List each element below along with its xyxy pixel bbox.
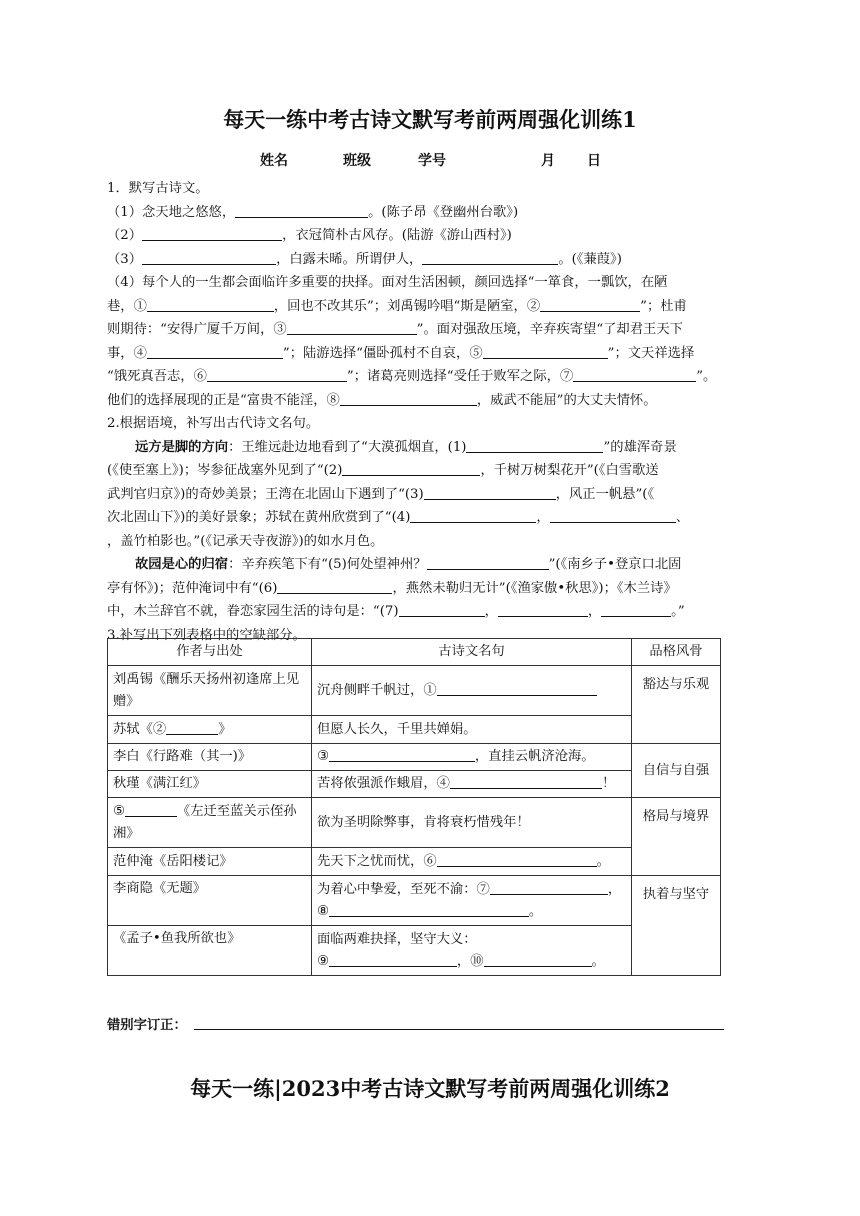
answer-blank[interactable] [329,746,475,762]
fill-in-table [107,638,721,976]
answer-blank[interactable] [342,460,480,476]
table-row [108,926,721,976]
answer-blank[interactable] [329,901,529,917]
table-cell: ⑤ 《左迁至蓝关示侄孙湘》 [108,798,312,848]
answer-blank[interactable] [424,484,556,500]
answer-blank[interactable] [601,601,671,617]
table-row [108,876,721,926]
answer-blank[interactable] [540,296,640,312]
answer-blank[interactable] [399,601,485,617]
answer-blank[interactable] [287,319,417,335]
question-1-1: （1）念天地之悠悠， 。(陈子昂《登幽州台歌》) [107,201,757,225]
table-row [108,666,721,716]
answer-blank[interactable] [466,437,603,453]
answer-blank[interactable] [483,343,608,359]
question-1-4-text: （4）每个人的一生都会面临许多重要的抉择。面对生活困顿，颜回选择“一箪食，一瓢饮，在陋 [107,275,668,290]
table-row [108,744,721,771]
trait-cell: 豁达与乐观 [632,666,721,744]
paragraph-1-line: 远方是脚的方向：王维远赴边地看到了“大漠孤烟直，(1) ”的雄浑奇景 [107,436,757,460]
table-cell: 面临两难抉择，坚守大义： ⑨ ，⑩ 。 [312,926,632,976]
day-label: 日 [587,153,601,169]
answer-blank[interactable] [422,249,558,265]
paragraph-1-line: ，盖竹柏影也。”(《记承天寺夜游》)的如水月色。 [107,533,384,549]
paragraph-2-line: 故园是心的归宿：辛弃疾笔下有“(5)何处望神州？ ”(《南乡子•登京口北固 [107,553,757,577]
table-cell: 苏轼《② 》 [108,716,312,744]
table-cell: ③ ，直挂云帆济沧海。 [312,744,632,771]
table-cell: 欲为圣明除弊事，肯将衰朽惜残年！ [312,798,632,848]
table-cell: 先天下之忧而忧，⑥ 。 [312,848,632,876]
question-1-4-line: 他们的选择展现的正是“富贵不能淫，⑧ ，威武不能屈”的大丈夫情怀。 [107,389,757,413]
answer-blank[interactable] [147,343,283,359]
table-cell: 秋瑾《满江红》 [108,771,312,798]
answer-blank[interactable] [410,507,536,523]
answer-blank[interactable] [277,578,392,594]
answer-blank[interactable] [427,554,549,570]
paragraph-2-line: 亭有怀》)；范仲淹词中有“(6) ，燕然未勒归无计”(《渔家傲•秋思》)；《木兰诗》 [107,577,757,601]
table-cell: 《孟子•鱼我所欲也》 [108,926,312,976]
answer-blank[interactable] [573,366,696,382]
table-header-row [108,639,721,666]
section-1 [107,177,757,647]
question-1-4-line: “饿死真吾志，⑥ ”；诸葛亮则选择“受任于败军之际，⑦ ”。 [107,365,757,389]
trait-cell: 执着与坚守 [632,876,721,976]
table-cell: 范仲淹《岳阳楼记》 [108,848,312,876]
table-cell: 李白《行路难（其一)》 [108,744,312,771]
table-cell: 沉舟侧畔千帆过，① [312,666,632,716]
student-id-label: 学号 [418,153,446,169]
question-1-2: （2） ，衣冠简朴古风存。(陆游《游山西村》) [107,224,757,248]
table-cell: 但愿人长久，千里共婵娟。 [312,716,632,744]
table-cell: 李商隐《无题》 [108,876,312,926]
paragraph-2-line: 中，木兰辞官不就，眷恋家园生活的诗句是：“(7) ， ， 。” [107,600,757,624]
name-label: 姓名 [260,153,288,169]
paragraph-2-heading: 故园是心的归宿 [135,557,229,572]
paragraph-1-line: 武判官归京》)的奇妙美景；王湾在北固山下遇到了“(3) ，风正一帆悬”(《 [107,483,757,507]
answer-blank[interactable] [329,951,457,967]
table-cell: 为着心中挚爱，至死不渝：⑦ ， ⑧ 。 [312,876,632,926]
answer-blank[interactable] [142,249,276,265]
next-page-title: 每天一练|2023中考古诗文默写考前两周强化训练2 [190,1076,670,1101]
paragraph-1-line: 次北固山下》)的美好景象；苏轼在黄州欣赏到了“(4) ， 、 [107,506,757,530]
answer-blank[interactable] [437,680,597,696]
answer-blank[interactable] [484,951,592,967]
table-header: 作者与出处 [108,639,312,666]
correction-input-line[interactable] [194,1029,724,1030]
paragraph-1-line: (《使至塞上》)；岑参征战塞外见到了“(2) ，千树万树梨花开”(《白雪歌送 [107,459,757,483]
table-row [108,848,721,876]
answer-blank[interactable] [235,202,368,218]
answer-blank[interactable] [166,719,218,735]
answer-blank[interactable] [125,801,177,817]
answer-blank[interactable] [147,296,274,312]
trait-cell: 格局与境界 [632,798,721,876]
table-header: 古诗文名句 [312,639,632,666]
paragraph-1-heading: 远方是脚的方向 [135,439,229,455]
table-cell: 刘禹锡《酬乐天扬州初逢席上见赠》 [108,666,312,716]
answer-blank[interactable] [207,366,347,382]
table-cell: 苦将侬强派作蛾眉，④ ！ [312,771,632,798]
table-row [108,798,721,848]
section-2-heading: 2.根据语境，补写出古代诗文名句。 [107,416,320,431]
answer-blank[interactable] [498,601,588,617]
answer-blank[interactable] [550,507,676,523]
table-row [108,716,721,744]
answer-blank[interactable] [437,851,597,867]
question-1-4-line: 事，④ ”；陆游选择“僵卧孤村不自哀，⑤ ”；文天祥选择 [107,342,757,366]
answer-blank[interactable] [142,225,282,241]
answer-blank[interactable] [340,390,477,406]
month-label: 月 [541,153,555,169]
section-3-heading: 3.补写出下列表格中的空缺部分。 [107,627,306,643]
answer-blank[interactable] [490,879,608,895]
student-info-row [0,150,860,170]
question-1-4-line: 巷，① ，回也不改其乐”；刘禹锡吟唱“斯是陋室，② ”；杜甫 [107,295,757,319]
correction-label: 错别字订正： [107,1018,187,1033]
table-row [108,771,721,798]
trait-cell: 自信与自强 [632,744,721,798]
section-1-heading: 1．默写古诗文。 [107,181,209,196]
question-1-3: （3） ，白露未晞。所谓伊人， 。(《蒹葭》) [107,248,757,272]
answer-blank[interactable] [450,773,602,789]
question-1-4-line: 则期待：“安得广厦千万间，③ ”。面对强敌压境，辛弃疾寄望“了却君王天下 [107,318,757,342]
table-header: 品格风骨 [632,639,721,666]
class-label: 班级 [343,153,371,169]
page-title: 每天一练中考古诗文默写考前两周强化训练1 [223,107,637,132]
